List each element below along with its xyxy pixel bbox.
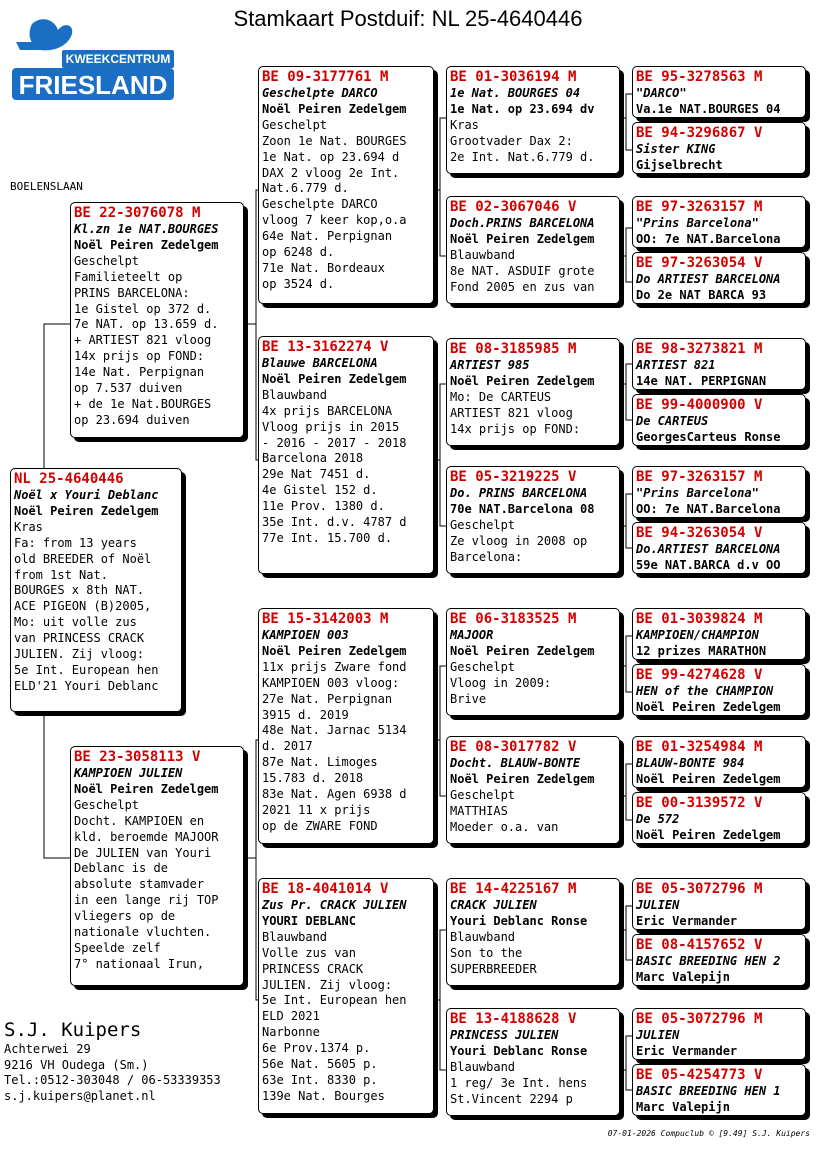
pigeon-name: "Prins Barcelona" — [636, 486, 759, 500]
info-line: PRINS BARCELONA: — [74, 285, 190, 300]
info-line: 5e Int. European hen — [262, 993, 407, 1008]
info-line: 63e Int. 8330 p. — [262, 1072, 378, 1087]
breeder: Noël Peiren Zedelgem — [74, 237, 219, 252]
info-line: Vloog prijs in 2015 — [262, 419, 400, 434]
breeder: Marc Valepijn — [636, 969, 730, 984]
breeder: 1e Nat. op 23.694 dv — [450, 101, 595, 116]
breeder: Do 2e NAT BARCA 93 — [636, 287, 767, 302]
info-line: op de ZWARE FOND — [262, 818, 378, 833]
info-line: in een lange rij TOP — [74, 893, 219, 908]
ring-number: BE 05-4254773 V — [636, 1067, 763, 1083]
info-line: 15.783 d. 2018 — [262, 771, 364, 786]
breeder: YOURI DEBLANC — [262, 913, 356, 928]
pigeon-name: HEN of the CHAMPION — [636, 684, 774, 698]
pigeon-card-fmf[interactable] — [446, 338, 620, 446]
ring-number: BE 15-3142003 M — [262, 611, 389, 627]
ring-number: BE 01-3036194 M — [450, 69, 577, 85]
pigeon-name: Docht. BLAUW-BONTE — [450, 756, 581, 770]
info-line: Docht. KAMPIOEN en — [74, 813, 205, 828]
info-line: 7e NAT. op 13.659 d. — [74, 317, 219, 332]
pigeon-name: CRACK JULIEN — [450, 898, 537, 912]
svg-text:FRIESLAND: FRIESLAND — [18, 70, 168, 100]
info-line: BOURGES x 8th NAT. — [14, 583, 145, 598]
breeder: 14e NAT. PERPIGNAN — [636, 373, 767, 388]
pigeon-name: Sister KING — [636, 142, 716, 156]
info-line: 71e Nat. Bordeaux — [262, 260, 385, 275]
ring-number: NL 25-4640446 — [14, 471, 124, 487]
breeder: Noël Peiren Zedelgem — [262, 643, 407, 658]
pigeon-name: Noël x Youri Deblanc — [14, 488, 159, 502]
breeder: Eric Vermander — [636, 1043, 738, 1058]
pigeon-card-g13[interactable] — [632, 878, 806, 930]
pigeon-card-g7[interactable] — [632, 466, 806, 518]
pigeon-name: Zus Pr. CRACK JULIEN — [262, 898, 407, 912]
pigeon-card-g3[interactable] — [632, 196, 806, 248]
breeder: Noël Peiren Zedelgem — [262, 371, 407, 386]
breeder: Noël Peiren Zedelgem — [636, 771, 781, 786]
info-line: KAMPIOEN 003 vloog: — [262, 675, 400, 690]
info-line: MATTHIAS — [450, 803, 508, 818]
breeder: Noël Peiren Zedelgem — [636, 827, 781, 842]
info-line: Blauwband — [450, 929, 516, 944]
pigeon-card-g11[interactable] — [632, 736, 806, 788]
info-line: Familieteelt op — [74, 269, 183, 284]
info-line: 1e Nat. op 23.694 d — [262, 149, 400, 164]
pigeon-card-mm[interactable] — [258, 878, 434, 1114]
info-line: Son to the — [450, 945, 523, 960]
info-line: 2e Int. Nat.6.779 d. — [450, 149, 595, 164]
ring-number: BE 13-3162274 V — [262, 339, 389, 355]
info-line: 48e Nat. Jarnac 5134 — [262, 723, 407, 738]
info-line: Narbonne — [262, 1025, 320, 1040]
info-line: op 3524 d. — [262, 276, 335, 291]
info-line: kld. beroemde MAJOOR — [74, 829, 219, 844]
pigeon-card-g14[interactable] — [632, 934, 806, 986]
pigeon-card-ffm[interactable] — [446, 196, 620, 304]
info-line: Blauwband — [262, 387, 328, 402]
info-line: 5e Int. European hen — [14, 662, 159, 677]
pigeon-name: BASIC BREEDING HEN 2 — [636, 954, 781, 968]
info-line: JULIEN. Zij vloog: — [14, 647, 145, 662]
info-line: op 23.694 duiven — [74, 412, 190, 427]
ring-number: BE 18-4041014 V — [262, 881, 389, 897]
ring-number: BE 08-3017782 V — [450, 739, 577, 755]
breeder: Noël Peiren Zedelgem — [14, 503, 159, 518]
info-line: Fa: from 13 years — [14, 535, 137, 550]
ring-number: BE 05-3072796 M — [636, 881, 763, 897]
info-line: Mo: De CARTEUS — [450, 389, 552, 404]
breeder: Noël Peiren Zedelgem — [450, 771, 595, 786]
pigeon-name: Kl.zn 1e NAT.BOURGES — [74, 222, 219, 236]
info-line: nationale vluchten. — [74, 925, 212, 940]
info-line: old BREEDER of Noël — [14, 551, 152, 566]
info-line: Nat.6.779 d. — [262, 181, 349, 196]
info-line: PRINCESS CRACK — [262, 961, 364, 976]
pigeon-name: Do. PRINS BARCELONA — [450, 486, 588, 500]
ring-number: BE 14-4225167 M — [450, 881, 577, 897]
ring-number: BE 06-3183525 M — [450, 611, 577, 627]
info-line: Mo: uit volle zus — [14, 615, 137, 630]
info-line: St.Vincent 2294 p — [450, 1091, 573, 1106]
breeder: Marc Valepijn — [636, 1099, 730, 1114]
info-line: 4x prijs BARCELONA — [262, 403, 393, 418]
pigeon-card-fff[interactable] — [446, 66, 620, 174]
info-line: 1e Gistel op 372 d. — [74, 301, 212, 316]
breeder: Va.1e NAT.BOURGES 04 — [636, 101, 781, 116]
pigeon-name: De 572 — [636, 812, 680, 826]
info-line: + ARTIEST 821 vloog — [74, 333, 212, 348]
info-line: - 2016 - 2017 - 2018 — [262, 435, 407, 450]
info-line: Barcelona 2018 — [262, 451, 364, 466]
info-line: vliegers op de — [74, 909, 176, 924]
pigeon-name: KAMPIOEN 003 — [262, 628, 349, 642]
pigeon-card-g5[interactable] — [632, 338, 806, 390]
info-line: 27e Nat. Perpignan — [262, 691, 393, 706]
pigeon-name: KAMPIOEN/CHAMPION — [636, 628, 759, 642]
ring-number: BE 99-4274628 V — [636, 667, 763, 683]
info-line: 4e Gistel 152 d. — [262, 483, 378, 498]
pigeon-name: "DARCO" — [636, 86, 687, 100]
info-line: from 1st Nat. — [14, 567, 108, 582]
info-line: Blauwband — [262, 929, 328, 944]
pigeon-name: Do.ARTIEST BARCELONA — [636, 542, 781, 556]
owner-address: Achterwei 29 — [4, 1042, 91, 1056]
pigeon-card-ff[interactable] — [258, 66, 434, 304]
pigeon-card-subject[interactable] — [10, 468, 182, 712]
ring-number: BE 97-3263157 M — [636, 469, 763, 485]
pigeon-card-g2[interactable] — [632, 122, 806, 174]
info-line: 3915 d. 2019 — [262, 707, 349, 722]
info-line: 2021 11 x prijs — [262, 802, 371, 817]
ring-number: BE 13-4188628 V — [450, 1011, 577, 1027]
info-line: Geschelpt — [74, 797, 140, 812]
info-line: 87e Nat. Limoges — [262, 755, 378, 770]
ring-number: BE 09-3177761 M — [262, 69, 389, 85]
info-line: 14x prijs op FOND: — [450, 421, 581, 436]
ring-number: BE 94-3263054 V — [636, 525, 763, 541]
pigeon-card-mmm[interactable] — [446, 1008, 620, 1116]
pigeon-card-g15[interactable] — [632, 1008, 806, 1060]
ring-number: BE 02-3067046 V — [450, 199, 577, 215]
pigeon-card-fm[interactable] — [258, 336, 434, 574]
ring-number: BE 08-4157652 V — [636, 937, 763, 953]
info-line: Geschelpte DARCO — [262, 197, 378, 212]
pigeon-name: "Prins Barcelona" — [636, 216, 759, 230]
info-line: Geschelpt — [450, 787, 516, 802]
breeder: Eric Vermander — [636, 913, 738, 928]
pigeon-card-g1[interactable] — [632, 66, 806, 118]
page-title: Stamkaart Postduif: NL 25-4640446 — [233, 6, 583, 31]
info-line: 83e Nat. Agen 6938 d — [262, 787, 407, 802]
info-line: ELD'21 Youri Deblanc — [14, 678, 159, 693]
pigeon-name: KAMPIOEN JULIEN — [74, 766, 183, 780]
info-line: De JULIEN van Youri — [74, 845, 212, 860]
pigeon-name: JULIEN — [636, 1028, 680, 1042]
breeder: Noël Peiren Zedelgem — [636, 699, 781, 714]
pigeon-name: BLAUW-BONTE 984 — [636, 756, 745, 770]
ring-number: BE 01-3254984 M — [636, 739, 763, 755]
info-line: ELD 2021 — [262, 1009, 320, 1024]
loft-name: BOELENSLAAN — [10, 180, 83, 193]
info-line: van PRINCESS CRACK — [14, 631, 145, 646]
breeder: Noël Peiren Zedelgem — [74, 781, 219, 796]
ring-number: BE 05-3072796 M — [636, 1011, 763, 1027]
pigeon-name: MAJOOR — [450, 628, 494, 642]
pigeon-card-g12[interactable] — [632, 792, 806, 844]
info-line: 139e Nat. Bourges — [262, 1088, 385, 1103]
info-line: vloog 7 keer kop,o.a — [262, 213, 407, 228]
ring-number: BE 99-4000900 V — [636, 397, 763, 413]
breeder: Noël Peiren Zedelgem — [262, 101, 407, 116]
pigeon-card-g6[interactable] — [632, 394, 806, 446]
info-line: Deblanc is de — [74, 861, 168, 876]
ring-number: BE 98-3273821 M — [636, 341, 763, 357]
info-line: 7° nationaal Irun, — [74, 956, 205, 971]
info-line: Geschelpt — [450, 517, 516, 532]
info-line: 6e Prov.1374 p. — [262, 1041, 371, 1056]
info-line: 1 reg/ 3e Int. hens — [450, 1075, 588, 1090]
pigeon-name: BASIC BREEDING HEN 1 — [636, 1084, 781, 1098]
info-line: Brive — [450, 691, 487, 706]
info-line: Moeder o.a. van — [450, 819, 559, 834]
owner-name: S.J. Kuipers — [4, 1019, 142, 1041]
pigeon-name: JULIEN — [636, 898, 680, 912]
breeder: Youri Deblanc Ronse — [450, 1043, 588, 1058]
info-line: 11e Prov. 1380 d. — [262, 499, 385, 514]
ring-number: BE 00-3139572 V — [636, 795, 763, 811]
pigeon-name: ARTIEST 821 — [636, 358, 716, 372]
pigeon-name: Geschelpte DARCO — [262, 86, 378, 100]
info-line: 64e Nat. Perpignan — [262, 229, 393, 244]
ring-number: BE 94-3296867 V — [636, 125, 763, 141]
breeder: Gijselbrecht — [636, 157, 723, 172]
breeder: 12 prizes MARATHON — [636, 643, 767, 658]
info-line: Vloog in 2009: — [450, 675, 552, 690]
pigeon-name: Doch.PRINS BARCELONA — [450, 216, 595, 230]
info-line: 29e Nat 7451 d. — [262, 467, 371, 482]
pigeon-name: 1e Nat. BOURGES 04 — [450, 86, 581, 100]
breeder: OO: 7e NAT.Barcelona — [636, 501, 781, 516]
info-line: Geschelpt — [450, 659, 516, 674]
info-line: 11x prijs Zware fond — [262, 659, 407, 674]
pigeon-card-mother[interactable] — [70, 746, 244, 986]
info-line: Geschelpt — [262, 117, 328, 132]
info-line: 8e NAT. ASDUIF grote — [450, 263, 595, 278]
info-line: 14x prijs op FOND: — [74, 349, 205, 364]
pigeon-card-g4[interactable] — [632, 252, 806, 304]
info-line: Grootvader Dax 2: — [450, 133, 573, 148]
info-line: SUPERBREEDER — [450, 961, 537, 976]
breeder: OO: 7e NAT.Barcelona — [636, 231, 781, 246]
pigeon-name: ARTIEST 985 — [450, 358, 530, 372]
ring-number: BE 97-3263157 M — [636, 199, 763, 215]
info-line: Kras — [14, 519, 43, 534]
info-line: Fond 2005 en zus van — [450, 279, 595, 294]
pigeon-card-mff[interactable] — [446, 608, 620, 716]
owner-email[interactable]: s.j.kuipers@planet.nl — [4, 1088, 156, 1103]
info-line: 56e Nat. 5605 p. — [262, 1057, 378, 1072]
info-line: absolute stamvader — [74, 877, 205, 892]
info-line: Zoon 1e Nat. BOURGES — [262, 133, 407, 148]
pigeon-card-g9[interactable] — [632, 608, 806, 660]
info-line: ACE PIGEON (B)2005, — [14, 599, 152, 614]
ring-number: BE 01-3039824 M — [636, 611, 763, 627]
info-line: 77e Int. 15.700 d. — [262, 530, 393, 545]
pigeon-name: Do ARTIEST BARCELONA — [636, 272, 781, 286]
breeder: 59e NAT.BARCA d.v OO — [636, 557, 781, 572]
info-line: Blauwband — [450, 247, 516, 262]
pigeon-name: Blauwe BARCELONA — [262, 356, 378, 370]
pigeon-card-father[interactable] — [70, 202, 244, 438]
info-line: Barcelona: — [450, 549, 523, 564]
ring-number: BE 05-3219225 V — [450, 469, 577, 485]
breeder: Noël Peiren Zedelgem — [450, 231, 595, 246]
ring-number: BE 23-3058113 V — [74, 749, 201, 765]
info-line: + de 1e Nat.BOURGES — [74, 396, 212, 411]
breeder: Youri Deblanc Ronse — [450, 913, 588, 928]
pigeon-card-g8[interactable] — [632, 522, 806, 574]
info-line: JULIEN. Zij vloog: — [262, 977, 393, 992]
owner-city: 9216 VH Oudega (Sm.) — [4, 1057, 149, 1072]
pigeon-card-fmm[interactable] — [446, 466, 620, 574]
info-line: Blauwband — [450, 1059, 516, 1074]
info-line: Geschelpt — [74, 253, 140, 268]
footer-credits: 07-01-2026 Compuclub © [9.49] S.J. Kuipers — [607, 1129, 810, 1138]
info-line: 14e Nat. Perpignan — [74, 365, 205, 380]
ring-number: BE 22-3076078 M — [74, 205, 201, 221]
breeder: GeorgesCarteus Ronse — [636, 429, 781, 444]
pigeon-name: De CARTEUS — [636, 414, 709, 428]
info-line: Speelde zelf — [74, 940, 161, 955]
ring-number: BE 97-3263054 V — [636, 255, 763, 271]
pigeon-card-mf[interactable] — [258, 608, 434, 844]
info-line: op 7.537 duiven — [74, 381, 183, 396]
info-line: ARTIEST 821 vloog — [450, 405, 573, 420]
breeder: 70e NAT.Barcelona 08 — [450, 501, 595, 516]
ring-number: BE 08-3185985 M — [450, 341, 577, 357]
pigeon-card-g10[interactable] — [632, 664, 806, 716]
owner-phone: Tel.:0512-303048 / 06-53339353 — [4, 1073, 221, 1087]
owner-contact — [4, 1018, 221, 1104]
pigeon-card-mfm[interactable] — [446, 736, 620, 844]
svg-text:KWEEKCENTRUM: KWEEKCENTRUM — [65, 52, 171, 66]
info-line: 35e Int. d.v. 4787 d — [262, 515, 407, 530]
info-line: Kras — [450, 117, 479, 132]
info-line: d. 2017 — [262, 739, 313, 754]
pigeon-card-g16[interactable] — [632, 1064, 806, 1116]
info-line: Ze vloog in 2008 op — [450, 533, 588, 548]
breeder: Noël Peiren Zedelgem — [450, 373, 595, 388]
info-line: op 6248 d. — [262, 245, 335, 260]
breeder: Noël Peiren Zedelgem — [450, 643, 595, 658]
info-line: DAX 2 vloog 2e Int. — [262, 165, 400, 180]
ring-number: BE 95-3278563 M — [636, 69, 763, 85]
info-line: Volle zus van — [262, 945, 356, 960]
pigeon-card-mmf[interactable] — [446, 878, 620, 986]
pigeon-name: PRINCESS JULIEN — [450, 1028, 559, 1042]
